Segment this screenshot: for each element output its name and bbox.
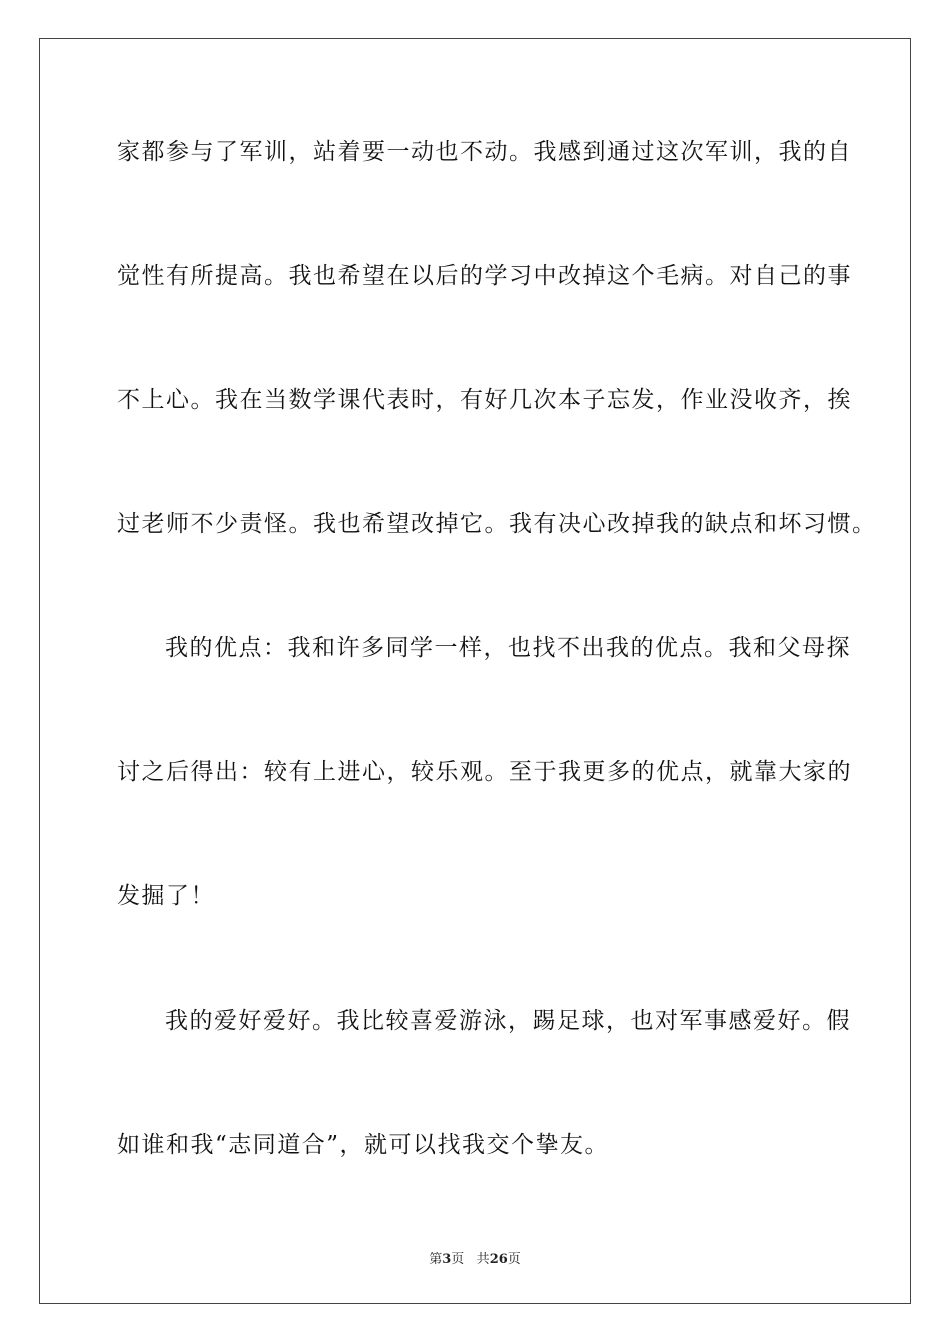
body-line: 过老师不少责怪。我也希望改掉它。我有决心改掉我的缺点和坏习惯。 — [117, 511, 877, 537]
paragraph-first-line: 我的爱好爱好。我比较喜爱游泳，踢足球，也对军事感爱好。假 — [165, 1008, 851, 1034]
footer-page-prefix: 第 — [429, 1252, 443, 1267]
page-footer — [0, 1248, 950, 1267]
body-line: 如谁和我“志同道合”，就可以找我交个挚友。 — [117, 1132, 610, 1158]
footer-total-pages: 26 — [489, 1252, 508, 1267]
footer-total-prefix: 共 — [476, 1252, 490, 1267]
body-line: 不上心。我在当数学课代表时，有好几次本子忘发，作业没收齐，挨 — [117, 387, 852, 413]
body-line: 家都参与了军训，站着要一动也不动。我感到通过这次军训，我的自 — [117, 139, 852, 165]
body-line: 讨之后得出：较有上进心，较乐观。至于我更多的优点，就靠大家的 — [117, 759, 852, 785]
paragraph-first-line: 我的优点：我和许多同学一样，也找不出我的优点。我和父母探 — [165, 635, 851, 661]
footer-page-number: 3 — [442, 1252, 452, 1267]
body-line: 觉性有所提高。我也希望在以后的学习中改掉这个毛病。对自己的事 — [117, 263, 852, 289]
body-line: 发掘了！ — [117, 883, 215, 909]
footer-page-suffix: 页 — [451, 1252, 465, 1267]
footer-total-suffix: 页 — [507, 1252, 521, 1267]
page-frame — [39, 38, 911, 1304]
